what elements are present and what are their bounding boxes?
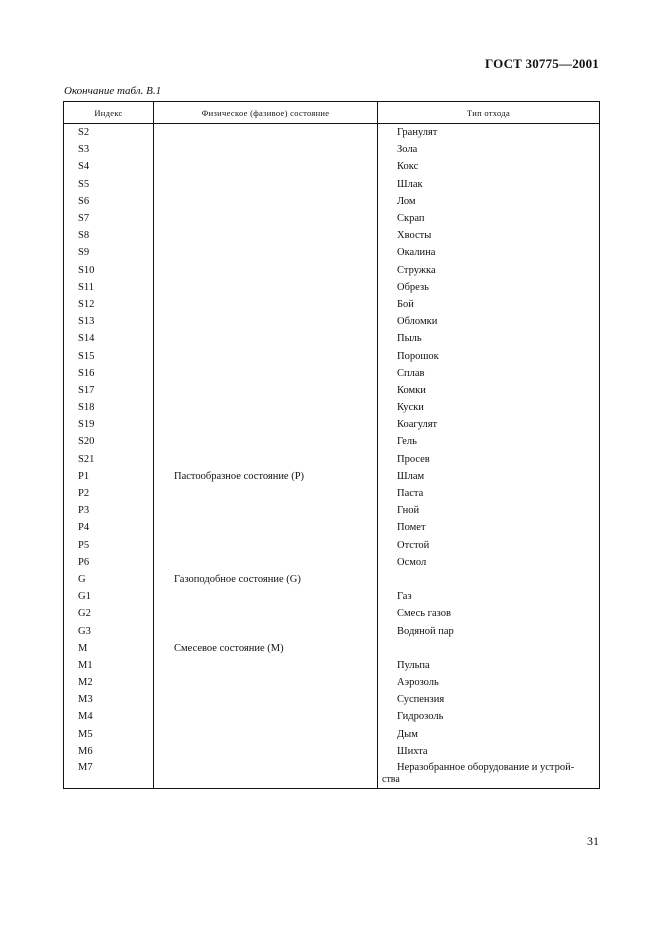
cell-index: S13: [64, 313, 154, 330]
cell-type: Водяной пар: [378, 622, 600, 639]
cell-index: S16: [64, 365, 154, 382]
cell-state: [154, 124, 378, 142]
table-row: [64, 365, 600, 382]
cell-type-line2: ства: [382, 774, 400, 786]
table-row-last: [64, 760, 600, 789]
table-row: [64, 330, 600, 347]
table-row: [64, 571, 600, 588]
cell-type: Суспензия: [378, 691, 600, 708]
cell-state: [154, 691, 378, 708]
table-row: [64, 279, 600, 296]
cell-type: Стружка: [378, 262, 600, 279]
table-row: [64, 210, 600, 227]
cell-type: Комки: [378, 382, 600, 399]
cell-type: [378, 760, 600, 789]
table-row: [64, 347, 600, 364]
table-row: [64, 141, 600, 158]
cell-type: [378, 571, 600, 588]
cell-state: [154, 210, 378, 227]
cell-type: Шихта: [378, 743, 600, 760]
table-row: [64, 124, 600, 142]
cell-state: [154, 158, 378, 175]
cell-index: P6: [64, 554, 154, 571]
cell-index: S9: [64, 244, 154, 261]
cell-state: [154, 554, 378, 571]
cell-index: S18: [64, 399, 154, 416]
cell-state: Газоподобное состояние (G): [154, 571, 378, 588]
cell-type: Лом: [378, 193, 600, 210]
table-row: [64, 640, 600, 657]
cell-state: [154, 760, 378, 789]
cell-index: S2: [64, 124, 154, 142]
cell-type: Смесь газов: [378, 605, 600, 622]
cell-type: Пульпа: [378, 657, 600, 674]
cell-index: S4: [64, 158, 154, 175]
table-row: [64, 537, 600, 554]
cell-type: Хвосты: [378, 227, 600, 244]
cell-state: [154, 262, 378, 279]
cell-type: Зола: [378, 141, 600, 158]
cell-index: P5: [64, 537, 154, 554]
cell-type: Аэрозоль: [378, 674, 600, 691]
table-row: [64, 382, 600, 399]
cell-state: [154, 451, 378, 468]
table-row: [64, 416, 600, 433]
cell-type: Скрап: [378, 210, 600, 227]
column-header-index: Индекс: [64, 102, 154, 124]
cell-state: [154, 657, 378, 674]
cell-index: S21: [64, 451, 154, 468]
cell-index: S7: [64, 210, 154, 227]
cell-state: [154, 227, 378, 244]
table-row: [64, 313, 600, 330]
cell-state: [154, 382, 378, 399]
cell-state: [154, 296, 378, 313]
cell-index: S19: [64, 416, 154, 433]
cell-index: S5: [64, 176, 154, 193]
cell-state: [154, 708, 378, 725]
cell-state: [154, 399, 378, 416]
table-row: [64, 657, 600, 674]
cell-index: M6: [64, 743, 154, 760]
cell-index: M7: [64, 760, 154, 789]
table-row: [64, 485, 600, 502]
cell-type: Гранулят: [378, 124, 600, 142]
cell-index: G: [64, 571, 154, 588]
cell-index: M3: [64, 691, 154, 708]
cell-type-line1: Неразобранное оборудование и устрой-: [397, 762, 575, 774]
cell-state: [154, 433, 378, 450]
cell-state: [154, 519, 378, 536]
cell-state: [154, 502, 378, 519]
cell-state: [154, 244, 378, 261]
cell-type: Дым: [378, 726, 600, 743]
cell-type: Отстой: [378, 537, 600, 554]
cell-type: Сплав: [378, 365, 600, 382]
cell-state: [154, 743, 378, 760]
cell-index: M: [64, 640, 154, 657]
cell-index: S20: [64, 433, 154, 450]
table-row: [64, 296, 600, 313]
cell-state: [154, 588, 378, 605]
cell-index: G1: [64, 588, 154, 605]
table-row: [64, 708, 600, 725]
cell-type: Обломки: [378, 313, 600, 330]
cell-type: Бой: [378, 296, 600, 313]
cell-type: Куски: [378, 399, 600, 416]
cell-index: S10: [64, 262, 154, 279]
cell-index: P4: [64, 519, 154, 536]
cell-type: Осмол: [378, 554, 600, 571]
cell-index: M2: [64, 674, 154, 691]
table-row: [64, 193, 600, 210]
cell-index: G3: [64, 622, 154, 639]
cell-type: Просев: [378, 451, 600, 468]
cell-index: S14: [64, 330, 154, 347]
table-row: [64, 399, 600, 416]
cell-state: [154, 416, 378, 433]
table-header-row: [64, 102, 600, 124]
cell-index: M5: [64, 726, 154, 743]
table-row: [64, 726, 600, 743]
table-row: [64, 519, 600, 536]
table-row: [64, 468, 600, 485]
table-row: [64, 433, 600, 450]
table-row: [64, 588, 600, 605]
table-row: [64, 605, 600, 622]
table-row: [64, 227, 600, 244]
cell-index: S6: [64, 193, 154, 210]
cell-type: Паста: [378, 485, 600, 502]
table-caption: Окончание табл. В.1: [64, 85, 162, 97]
cell-index: S8: [64, 227, 154, 244]
table-row: [64, 691, 600, 708]
cell-index: P3: [64, 502, 154, 519]
cell-type: Шлам: [378, 468, 600, 485]
waste-types-table: [63, 101, 600, 789]
cell-index: G2: [64, 605, 154, 622]
table-row: [64, 176, 600, 193]
cell-index: S12: [64, 296, 154, 313]
table-row: [64, 262, 600, 279]
cell-state: [154, 537, 378, 554]
cell-type: Порошок: [378, 347, 600, 364]
cell-index: P1: [64, 468, 154, 485]
cell-type: Помет: [378, 519, 600, 536]
cell-state: [154, 313, 378, 330]
cell-state: [154, 622, 378, 639]
cell-type: Гной: [378, 502, 600, 519]
table-row: [64, 622, 600, 639]
table-row: [64, 244, 600, 261]
table-body: [64, 124, 600, 789]
cell-state: [154, 193, 378, 210]
cell-index: S15: [64, 347, 154, 364]
table-row: [64, 451, 600, 468]
cell-type: Газ: [378, 588, 600, 605]
cell-index: M4: [64, 708, 154, 725]
cell-state: Пастообразное состояние (P): [154, 468, 378, 485]
cell-state: Смесевое состояние (M): [154, 640, 378, 657]
cell-type: Окалина: [378, 244, 600, 261]
cell-type: Пыль: [378, 330, 600, 347]
column-header-type: Тип отхода: [378, 102, 600, 124]
cell-type: Кокс: [378, 158, 600, 175]
table-row: [64, 554, 600, 571]
cell-index: M1: [64, 657, 154, 674]
cell-type: Шлак: [378, 176, 600, 193]
table-row: [64, 674, 600, 691]
page-number: 31: [587, 834, 599, 848]
cell-state: [154, 605, 378, 622]
column-header-state: Физическое (фазивое) состояние: [154, 102, 378, 124]
cell-index: S11: [64, 279, 154, 296]
cell-state: [154, 726, 378, 743]
cell-index: S3: [64, 141, 154, 158]
cell-state: [154, 330, 378, 347]
cell-state: [154, 176, 378, 193]
cell-type: Коагулят: [378, 416, 600, 433]
cell-type: [378, 640, 600, 657]
table-row: [64, 743, 600, 760]
cell-type: Обрезь: [378, 279, 600, 296]
cell-state: [154, 674, 378, 691]
cell-state: [154, 365, 378, 382]
cell-type: Гидрозоль: [378, 708, 600, 725]
cell-state: [154, 485, 378, 502]
cell-state: [154, 141, 378, 158]
cell-state: [154, 279, 378, 296]
cell-state: [154, 347, 378, 364]
table-row: [64, 502, 600, 519]
table-row: [64, 158, 600, 175]
cell-type: Гель: [378, 433, 600, 450]
document-code: ГОСТ 30775—2001: [484, 56, 599, 71]
cell-index: S17: [64, 382, 154, 399]
cell-index: P2: [64, 485, 154, 502]
